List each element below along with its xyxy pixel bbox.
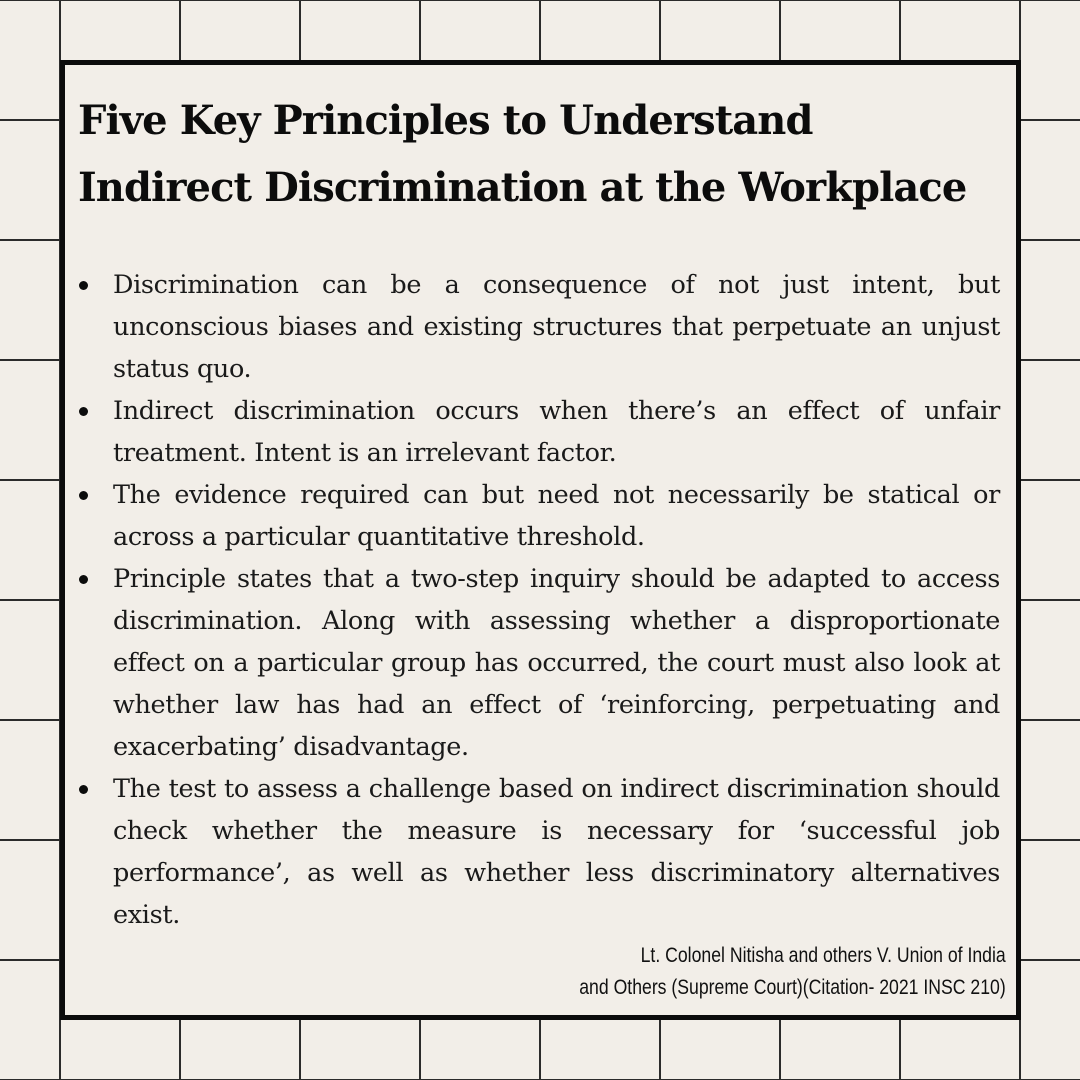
list-item-text: The test to assess a challenge based on indirect discrimination should check whether the measure is necessary for ‘successful job performance’, as well as whether less discriminatory alternatives exist. xyxy=(113,774,1000,930)
content-card xyxy=(60,60,1021,1020)
list-item xyxy=(113,768,1000,936)
citation-line-1: Lt. Colonel Nitisha and others V. Union of India xyxy=(640,944,1006,967)
bullet-dot-icon xyxy=(79,281,88,290)
bullet-dot-icon xyxy=(79,491,88,500)
list-item xyxy=(113,558,1000,768)
list-item-text: Indirect discrimination occurs when there’s an effect of unfair treatment. Intent is an irrelevant factor. xyxy=(113,396,1000,468)
list-item-text: Discrimination can be a consequence of not just intent, but unconscious biases and existing structures that perpetuate an unjust status quo. xyxy=(113,270,1000,384)
bullet-dot-icon xyxy=(79,575,88,584)
page-title xyxy=(78,87,1013,221)
bullet-dot-icon xyxy=(79,785,88,794)
citation-line-2: and Others (Supreme Court)(Citation- 2021 INSC 210) xyxy=(579,976,1006,999)
bullet-dot-icon xyxy=(79,407,88,416)
principles-list xyxy=(113,264,1000,936)
list-item-text: Principle states that a two-step inquiry should be adapted to access discrimination. Along with assessing whether a disproportionate effect on a particular group has occurred, the court must also look at whether law has had an effect of ‘reinforcing, perpetuating and exacerbating’ disadvantage. xyxy=(113,564,1000,762)
case-citation xyxy=(580,940,1006,1004)
title-line-2: Indirect Discrimination at the Workplace xyxy=(78,164,967,211)
list-item xyxy=(113,390,1000,474)
list-item xyxy=(113,264,1000,390)
list-item-text: The evidence required can but need not necessarily be statical or across a particular quantitative threshold. xyxy=(113,480,1000,552)
title-line-1: Five Key Principles to Understand xyxy=(78,97,813,144)
list-item xyxy=(113,474,1000,558)
